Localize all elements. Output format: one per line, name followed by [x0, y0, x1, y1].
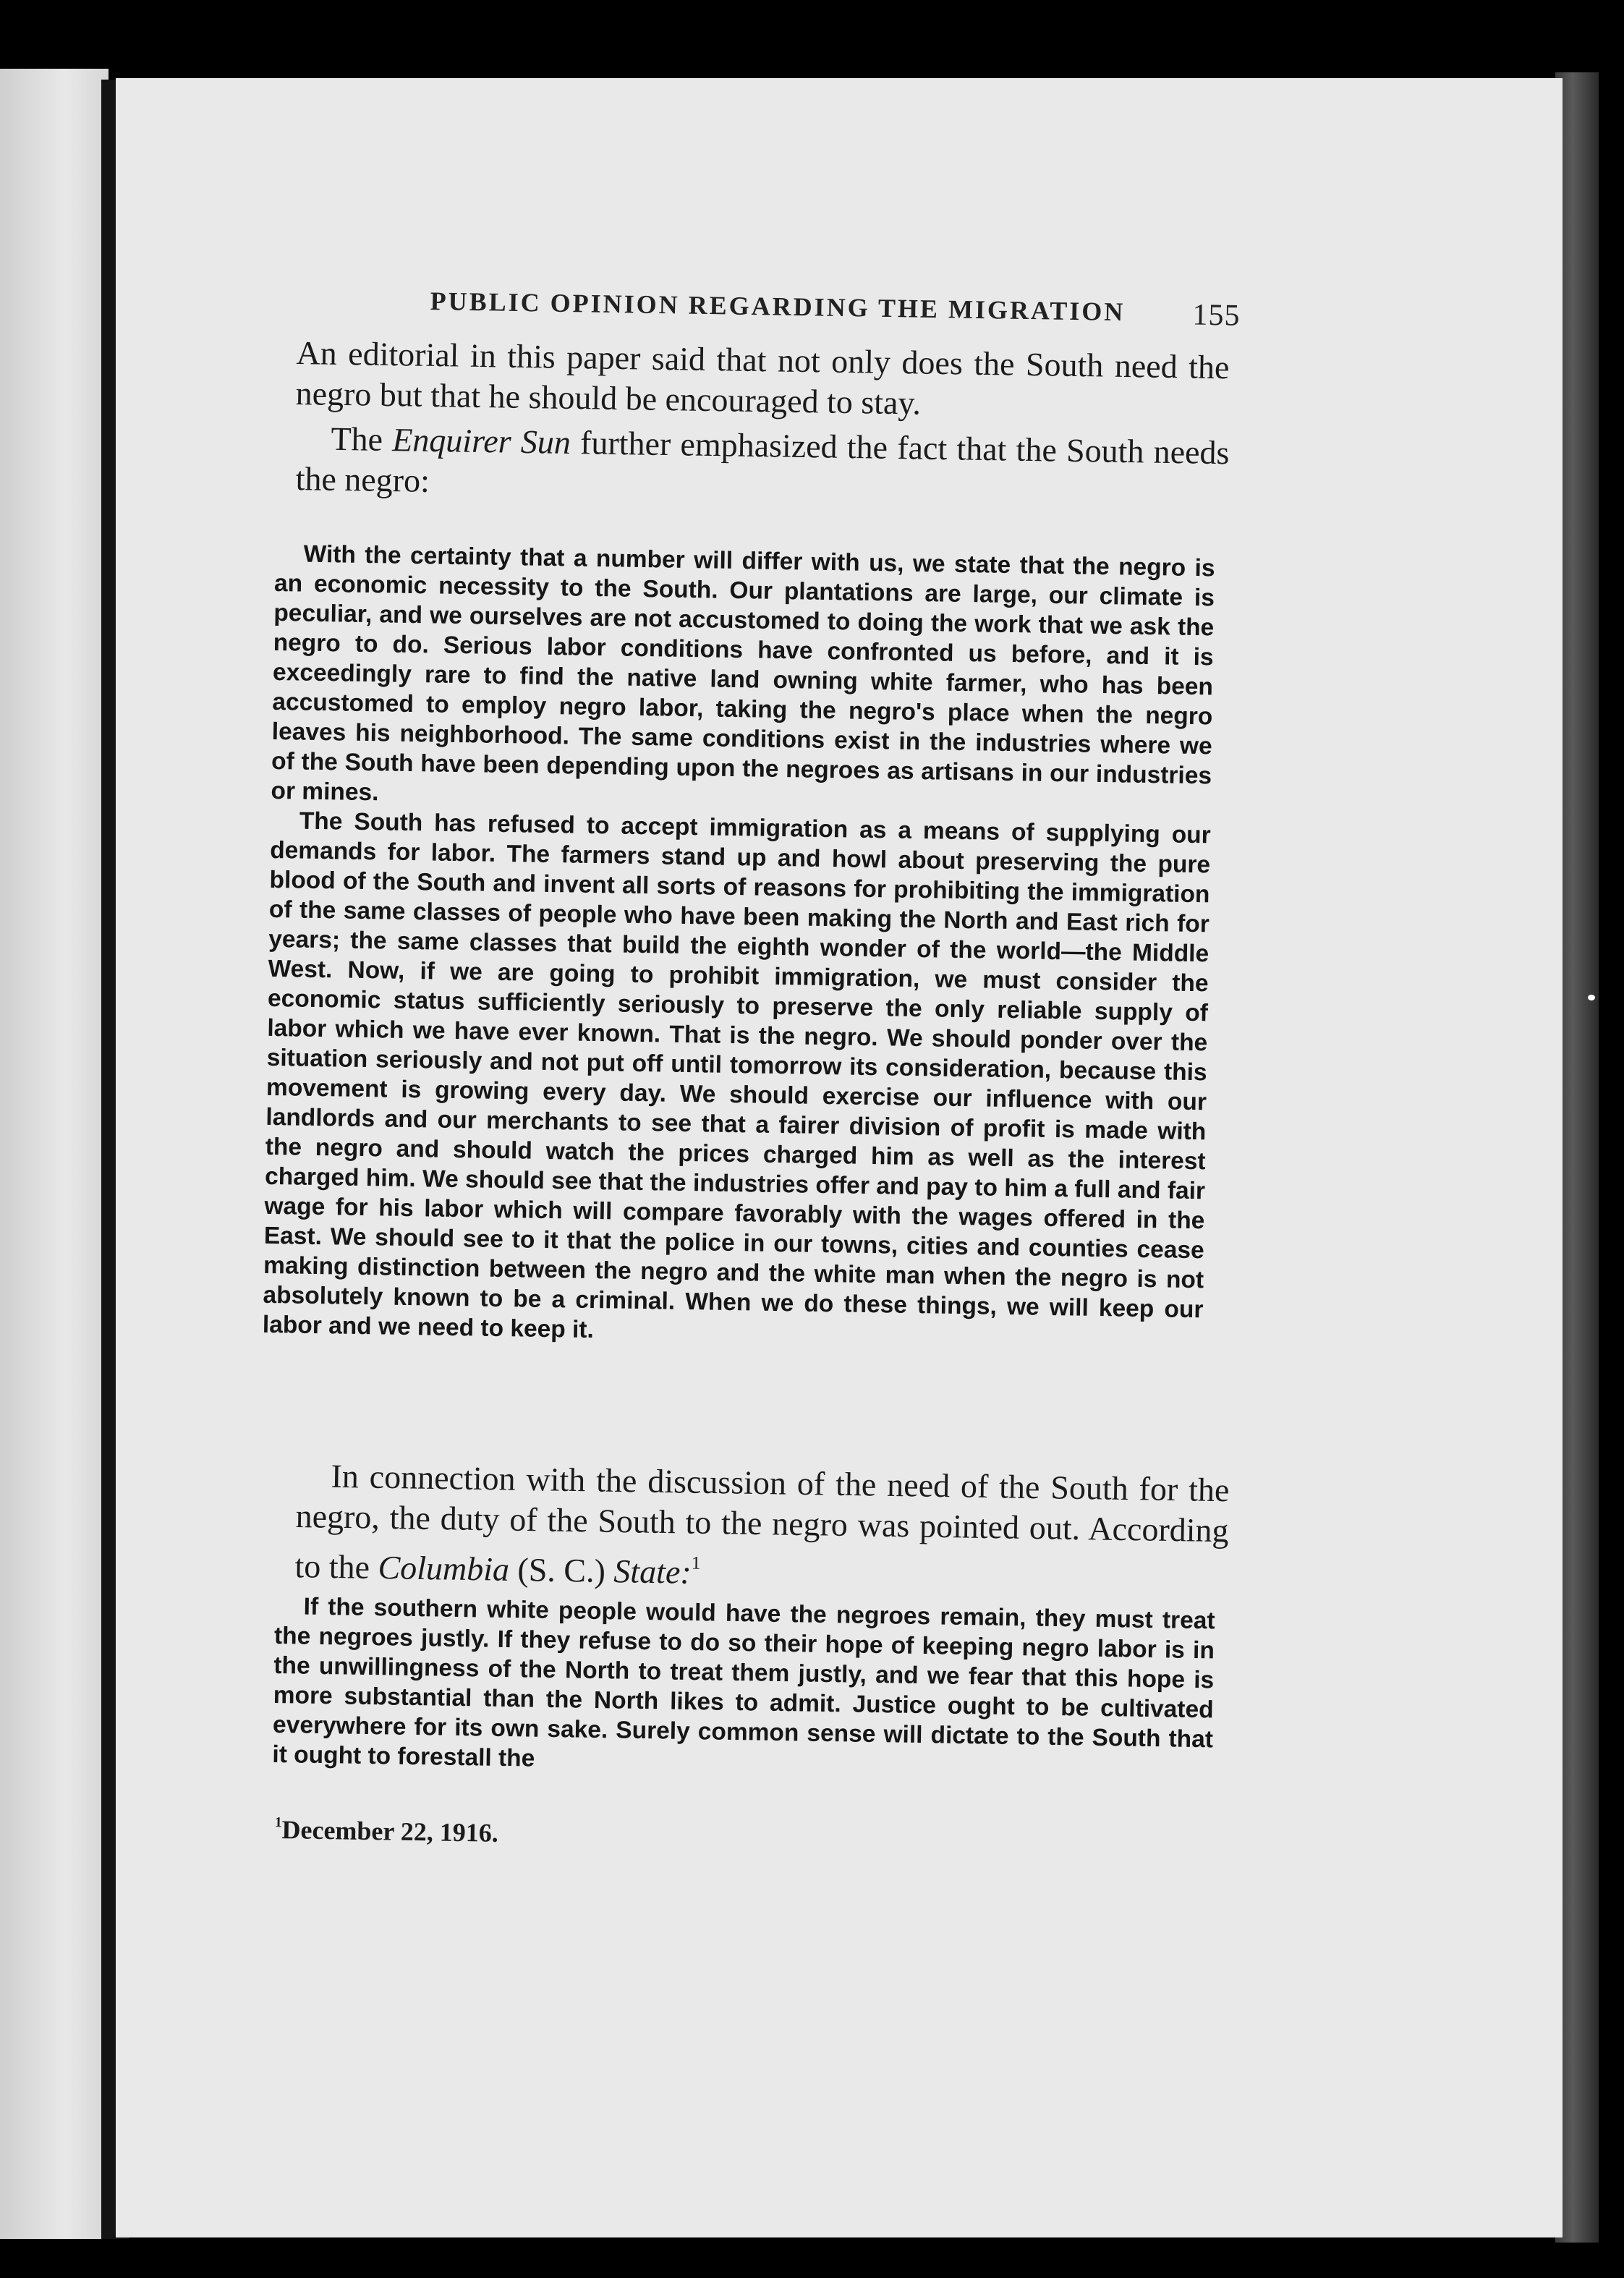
newspaper-title-columbia: Columbia: [378, 1549, 510, 1588]
newspaper-title-state: State:: [613, 1552, 692, 1591]
paragraph-middle: (S. C.): [509, 1550, 614, 1590]
paragraph-text: In connection with the discussion of the need of the South for the negro, the duty of the South to the negro was pointed out. According to the: [294, 1457, 1230, 1586]
page-number: 155: [1192, 298, 1241, 333]
block-quote-enquirer: [263, 539, 1215, 1354]
scan-speck: [1588, 995, 1595, 1000]
paragraph-prefix: The: [331, 420, 393, 459]
footnote-marker: 1: [691, 1552, 701, 1573]
footnote-number: 1: [274, 1814, 282, 1831]
quote-paragraph: If the southern white people would have the negroes remain, they must treat the negroes justly. If they refuse to do so their hope of keeping negro labor is in the unwillingness of the North to treat them justly, and we fear that this hope is more substantial than the North likes to admit. Justice ought to be cultivated everywhere for its own sake. Surely common sense will dictate to the South that it ought to forestall the: [272, 1593, 1215, 1772]
paragraph-suffix: further emphasized the fact that the South needs the negro:: [295, 423, 1230, 499]
paragraph-text: An editorial in this paper said that not only does the South need the negro but that he should be encouraged to stay.: [295, 333, 1230, 422]
footnote-text: December 22, 1916.: [281, 1815, 499, 1848]
quote-paragraph: With the certainty that a number will differ with us, we state that the negro is an economic necessity to the South. Our plantations are large, our climate is peculiar, and we ourselves are not accustomed to doing the work that we ask the negro to do. Serious labor conditions have confronted us before, and it is exceedingly rare to find the native land owning white farmer, who has been accustomed to employ negro labor, taking the negro's place when the negro leaves his neighborhood. The same conditions exist in the industries where we of the South have been depending upon the negroes as artisans in our industries or mines.: [271, 540, 1215, 807]
adjacent-page-edge: [0, 69, 109, 2239]
quote-paragraph: The South has refused to accept immigration as a means of supplying our demands for labor. The farmers stand up and howl about preserving the pure blood of the South and invent all sorts of reasons for prohibiting the immigration of the same classes of people who have been making the North and East rich for years; the same classes that build the eighth wonder of the world—the Middle West. Now, if we are going to prohibit immigration, we must consider the economic status sufficiently seriously to preserve the only reliable supply of labor which we have ever known. That is the negro. We should ponder over the situation seriously and not put off until tomorrow its consideration, because this movement is growing every day. We should exercise our influence with our landlords and our merchants to see that a fairer division of profit is made with the negro and should watch the prices charged him as well as the interest charged him. We should see that the industries offer and pay to him a full and fair wage for his labor which will compare favorably with the wages offered in the East. We should see to it that the police in our towns, cities and counties cease making distinction between the negro and the white man when the negro is not absolutely known to be a criminal. When we do these things, we will keep our labor and we need to keep it.: [262, 807, 1212, 1344]
paragraph-enquirer-sun: [295, 418, 1230, 514]
newspaper-title: Enquirer Sun: [391, 421, 571, 461]
block-quote-state: [272, 1591, 1215, 1784]
paragraph-editorial: [295, 333, 1230, 428]
paragraph-columbia-state: [294, 1455, 1230, 1601]
running-head-title: PUBLIC OPINION REGARDING THE MIGRATION: [430, 286, 1126, 327]
